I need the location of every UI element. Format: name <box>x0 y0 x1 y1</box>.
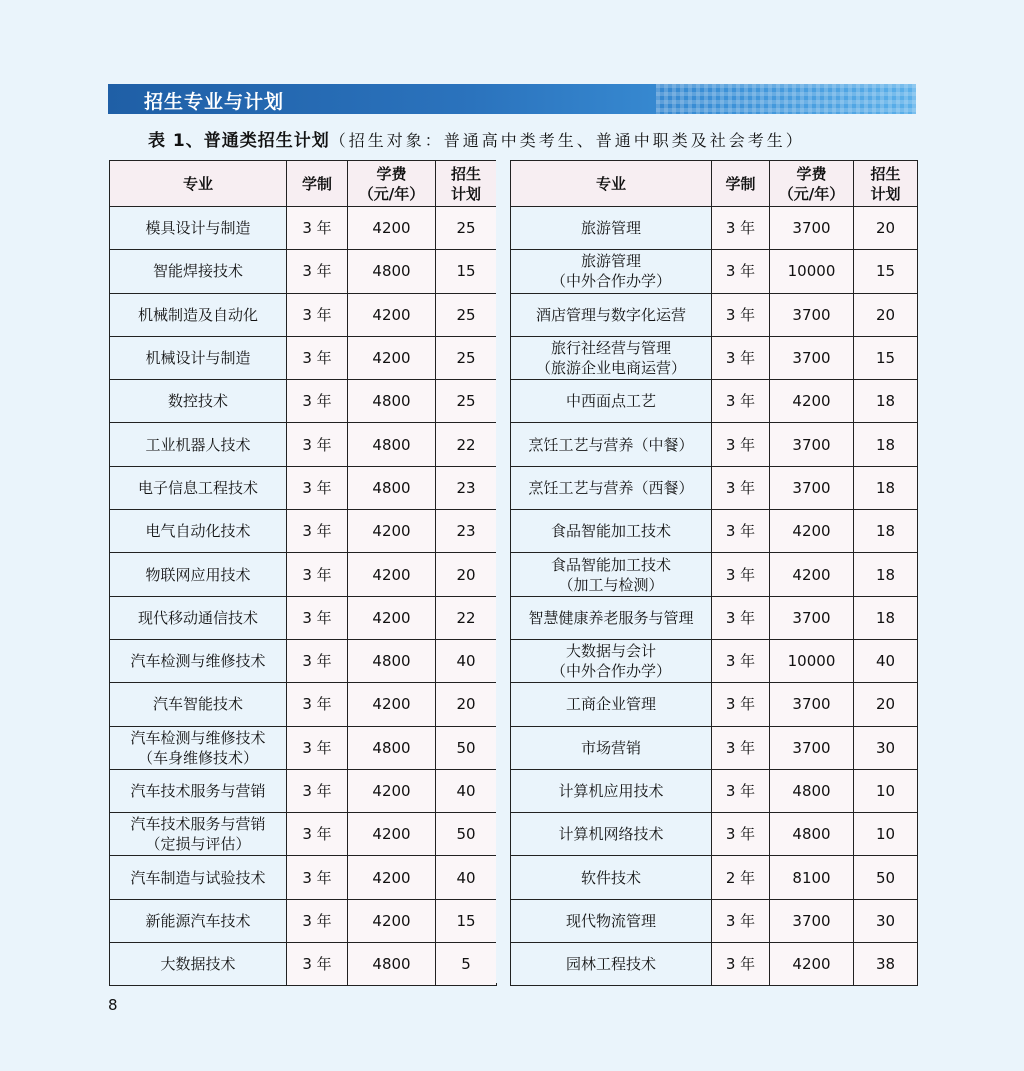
cell-fee: 10000 <box>770 639 854 682</box>
cell-quota: 15 <box>854 250 918 293</box>
section-title: 招生专业与计划 <box>144 91 285 113</box>
table-row <box>511 726 918 769</box>
cell-quota: 10 <box>854 813 918 856</box>
table-row <box>511 943 918 986</box>
cell-major <box>511 899 712 942</box>
cell-duration: 2 年 <box>712 856 770 899</box>
cell-major <box>511 596 712 639</box>
table-row <box>511 336 918 379</box>
cell-quota: 10 <box>854 769 918 812</box>
cell-fee: 3700 <box>770 683 854 726</box>
table-row <box>511 466 918 509</box>
cell-quota: 20 <box>854 683 918 726</box>
cell-duration: 3 年 <box>712 510 770 553</box>
cell-fee: 4800 <box>348 943 436 986</box>
header-quota-line2: 计划 <box>450 184 481 203</box>
cell-quota: 23 <box>436 466 497 509</box>
cell-fee: 4200 <box>770 553 854 596</box>
cell-major <box>511 466 712 509</box>
cell-fee: 4800 <box>348 466 436 509</box>
cell-major <box>110 639 287 682</box>
cell-quota: 18 <box>854 380 918 423</box>
major-name: 数控技术 <box>167 392 228 411</box>
table-row <box>511 813 918 856</box>
table-row <box>110 899 497 942</box>
cell-fee: 4200 <box>348 553 436 596</box>
cell-quota: 25 <box>436 207 497 250</box>
table-row <box>511 683 918 726</box>
cell-duration: 3 年 <box>287 769 348 812</box>
cell-major <box>511 510 712 553</box>
major-name: 园林工程技术 <box>565 955 656 974</box>
cell-duration: 3 年 <box>287 899 348 942</box>
cell-major <box>110 466 287 509</box>
cell-duration: 3 年 <box>712 726 770 769</box>
cell-quota: 25 <box>436 336 497 379</box>
cell-quota: 20 <box>854 293 918 336</box>
cell-major <box>511 856 712 899</box>
table-row <box>511 423 918 466</box>
cell-fee: 4200 <box>348 596 436 639</box>
cell-quota: 18 <box>854 466 918 509</box>
major-name: 新能源汽车技术 <box>145 911 251 930</box>
cell-major <box>511 293 712 336</box>
major-name: 智慧健康养老服务与管理 <box>528 608 694 627</box>
cell-duration: 3 年 <box>712 466 770 509</box>
table-row <box>110 596 497 639</box>
cell-fee: 4800 <box>770 769 854 812</box>
header-duration: 学制 <box>712 161 770 207</box>
major-name: 电子信息工程技术 <box>137 478 258 497</box>
cell-fee: 4800 <box>348 380 436 423</box>
cell-fee: 4200 <box>770 510 854 553</box>
table-row <box>110 250 497 293</box>
major-subtitle: （中外合作办学） <box>550 272 671 291</box>
major-name: 汽车技术服务与营销 <box>130 782 266 800</box>
table-row <box>110 769 497 812</box>
header-quota <box>436 161 497 207</box>
cell-major <box>110 596 287 639</box>
cell-quota: 20 <box>436 683 497 726</box>
cell-major <box>511 336 712 379</box>
major-name: 旅游管理 <box>580 219 641 238</box>
major-subtitle: （定损与评估） <box>145 835 251 854</box>
cell-quota: 30 <box>854 899 918 942</box>
cell-quota: 18 <box>854 423 918 466</box>
header-quota-line1: 招生 <box>450 164 481 183</box>
header-duration: 学制 <box>287 161 348 207</box>
major-name: 工商企业管理 <box>565 695 656 714</box>
cell-quota: 23 <box>436 510 497 553</box>
cell-major <box>511 250 712 293</box>
cell-major <box>110 336 287 379</box>
table-caption-label: 表 1、普通类招生计划 <box>148 131 330 151</box>
cell-duration: 3 年 <box>712 423 770 466</box>
table-row <box>511 510 918 553</box>
cell-major <box>110 899 287 942</box>
cell-fee: 3700 <box>770 596 854 639</box>
table-row <box>110 856 497 899</box>
cell-quota: 25 <box>436 380 497 423</box>
table-header-row <box>110 161 497 207</box>
table-body-left <box>110 207 497 986</box>
major-name: 物联网应用技术 <box>145 565 251 584</box>
major-name: 汽车智能技术 <box>152 695 243 714</box>
major-name: 现代物流管理 <box>565 911 656 930</box>
table-row <box>511 769 918 812</box>
cell-quota: 40 <box>436 856 497 899</box>
major-name: 食品智能加工技术 <box>550 555 671 574</box>
major-name: 市场营销 <box>580 738 641 757</box>
cell-duration: 3 年 <box>287 293 348 336</box>
major-name: 烹饪工艺与营养（中餐） <box>528 435 694 454</box>
cell-duration: 3 年 <box>287 553 348 596</box>
cell-quota: 50 <box>436 813 497 856</box>
cell-duration: 3 年 <box>287 639 348 682</box>
table-body-right <box>511 207 918 986</box>
table-row <box>511 207 918 250</box>
cell-fee: 3700 <box>770 466 854 509</box>
cell-quota: 22 <box>436 596 497 639</box>
major-name: 中西面点工艺 <box>565 392 656 411</box>
cell-major <box>511 726 712 769</box>
cell-major <box>110 683 287 726</box>
major-name: 模具设计与制造 <box>145 219 251 238</box>
header-fee-line2: （元/年） <box>358 184 425 203</box>
major-name: 汽车检测与维修技术 <box>130 728 266 747</box>
header-fee-line1: 学费 <box>796 164 827 183</box>
cell-major <box>511 207 712 250</box>
cell-duration: 3 年 <box>287 207 348 250</box>
cell-duration: 3 年 <box>712 336 770 379</box>
major-name: 计算机应用技术 <box>558 782 664 800</box>
cell-duration: 3 年 <box>287 250 348 293</box>
major-name: 烹饪工艺与营养（西餐） <box>528 478 694 497</box>
major-name: 大数据与会计 <box>565 642 656 661</box>
major-name: 汽车技术服务与营销 <box>130 815 266 834</box>
table-header-row <box>511 161 918 207</box>
cell-fee: 3700 <box>770 207 854 250</box>
cell-major <box>110 943 287 986</box>
cell-major <box>511 423 712 466</box>
cell-duration: 3 年 <box>287 813 348 856</box>
cell-fee: 3700 <box>770 899 854 942</box>
major-name: 机械制造及自动化 <box>137 305 258 324</box>
cell-duration: 3 年 <box>712 293 770 336</box>
major-subtitle: （车身维修技术） <box>137 748 258 767</box>
cell-major <box>110 510 287 553</box>
cell-duration: 3 年 <box>287 596 348 639</box>
banner-pattern <box>656 84 916 114</box>
cell-major <box>110 207 287 250</box>
table-row <box>110 293 497 336</box>
table-row <box>511 596 918 639</box>
cell-fee: 4200 <box>348 813 436 856</box>
cell-quota: 30 <box>854 726 918 769</box>
cell-major <box>110 380 287 423</box>
cell-fee: 4200 <box>770 380 854 423</box>
major-name: 电气自动化技术 <box>145 522 251 541</box>
cell-duration: 3 年 <box>712 639 770 682</box>
cell-duration: 3 年 <box>712 553 770 596</box>
major-name: 汽车检测与维修技术 <box>130 652 266 671</box>
cell-major <box>511 380 712 423</box>
table-row <box>110 813 497 856</box>
cell-major <box>511 639 712 682</box>
cell-quota: 22 <box>436 423 497 466</box>
cell-duration: 3 年 <box>287 466 348 509</box>
cell-major <box>511 683 712 726</box>
cell-fee: 4200 <box>348 336 436 379</box>
cell-fee: 4200 <box>348 510 436 553</box>
major-name: 软件技术 <box>580 868 641 887</box>
cell-major <box>110 423 287 466</box>
cell-major <box>511 769 712 812</box>
cell-duration: 3 年 <box>712 943 770 986</box>
cell-quota: 15 <box>854 336 918 379</box>
header-major: 专业 <box>110 161 287 207</box>
cell-major <box>511 813 712 856</box>
cell-quota: 18 <box>854 596 918 639</box>
cell-fee: 8100 <box>770 856 854 899</box>
cell-fee: 4200 <box>348 683 436 726</box>
cell-duration: 3 年 <box>712 596 770 639</box>
major-name: 食品智能加工技术 <box>550 522 671 541</box>
table-row <box>511 639 918 682</box>
table-row <box>511 899 918 942</box>
cell-duration: 3 年 <box>712 813 770 856</box>
cell-major <box>511 943 712 986</box>
page-number: 8 <box>108 996 118 1014</box>
header-fee <box>770 161 854 207</box>
header-fee <box>348 161 436 207</box>
cell-major <box>110 769 287 812</box>
table-row <box>110 639 497 682</box>
header-fee-line1: 学费 <box>376 164 407 183</box>
cell-duration: 3 年 <box>287 943 348 986</box>
cell-fee: 4200 <box>348 769 436 812</box>
major-name: 酒店管理与数字化运营 <box>535 305 686 324</box>
table-row <box>511 553 918 596</box>
major-subtitle: （旅游企业电商运营） <box>535 359 686 378</box>
table-caption <box>148 126 805 151</box>
cell-duration: 3 年 <box>287 683 348 726</box>
table-row <box>110 683 497 726</box>
cell-duration: 3 年 <box>712 250 770 293</box>
major-name: 现代移动通信技术 <box>137 608 258 627</box>
cell-fee: 4200 <box>348 293 436 336</box>
cell-fee: 3700 <box>770 336 854 379</box>
cell-duration: 3 年 <box>712 683 770 726</box>
cell-duration: 3 年 <box>287 380 348 423</box>
cell-duration: 3 年 <box>287 336 348 379</box>
major-name: 智能焊接技术 <box>152 262 243 281</box>
table-row <box>110 380 497 423</box>
table-row <box>511 856 918 899</box>
table-row <box>110 466 497 509</box>
table-caption-audience: （招生对象：普通高中类考生、普通中职类及社会考生） <box>329 131 805 150</box>
cell-quota: 40 <box>436 639 497 682</box>
header-major: 专业 <box>511 161 712 207</box>
cell-major <box>110 856 287 899</box>
table-row <box>110 943 497 986</box>
cell-quota: 25 <box>436 293 497 336</box>
cell-quota: 50 <box>854 856 918 899</box>
cell-major <box>110 250 287 293</box>
table-row <box>110 423 497 466</box>
cell-fee: 4200 <box>348 899 436 942</box>
cell-quota: 20 <box>854 207 918 250</box>
major-name: 工业机器人技术 <box>145 435 251 454</box>
table-row <box>110 726 497 769</box>
header-quota-line2: 计划 <box>870 184 901 203</box>
major-name: 旅游管理 <box>580 252 641 271</box>
cell-quota: 15 <box>436 250 497 293</box>
section-banner <box>108 84 916 114</box>
header-fee-line2: （元/年） <box>778 184 845 203</box>
cell-quota: 38 <box>854 943 918 986</box>
cell-quota: 20 <box>436 553 497 596</box>
enrollment-table-right <box>510 160 918 986</box>
cell-fee: 4800 <box>348 250 436 293</box>
cell-fee: 4800 <box>770 813 854 856</box>
major-name: 大数据技术 <box>160 955 236 974</box>
cell-major <box>110 293 287 336</box>
table-gap <box>496 160 510 983</box>
table-row <box>511 250 918 293</box>
cell-quota: 50 <box>436 726 497 769</box>
major-name: 计算机网络技术 <box>558 825 664 844</box>
cell-quota: 15 <box>436 899 497 942</box>
major-name: 旅行社经营与管理 <box>550 339 671 358</box>
enrollment-table-left <box>109 160 497 986</box>
major-subtitle: （中外合作办学） <box>550 662 671 681</box>
table-row <box>110 553 497 596</box>
cell-duration: 3 年 <box>712 207 770 250</box>
cell-duration: 3 年 <box>287 856 348 899</box>
cell-duration: 3 年 <box>712 899 770 942</box>
table-row <box>511 380 918 423</box>
cell-quota: 5 <box>436 943 497 986</box>
cell-major <box>110 813 287 856</box>
cell-duration: 3 年 <box>287 423 348 466</box>
cell-duration: 3 年 <box>712 380 770 423</box>
cell-fee: 4800 <box>348 639 436 682</box>
major-subtitle: （加工与检测） <box>558 575 664 594</box>
major-name: 机械设计与制造 <box>145 349 251 368</box>
table-row <box>511 293 918 336</box>
cell-fee: 4200 <box>348 207 436 250</box>
cell-duration: 3 年 <box>287 510 348 553</box>
major-name: 汽车制造与试验技术 <box>130 868 266 887</box>
cell-major <box>110 553 287 596</box>
cell-fee: 4200 <box>770 943 854 986</box>
table-row <box>110 207 497 250</box>
cell-major <box>511 553 712 596</box>
cell-quota: 18 <box>854 510 918 553</box>
cell-major <box>110 726 287 769</box>
cell-quota: 18 <box>854 553 918 596</box>
cell-duration: 3 年 <box>287 726 348 769</box>
cell-fee: 4200 <box>348 856 436 899</box>
cell-fee: 4800 <box>348 423 436 466</box>
cell-fee: 3700 <box>770 423 854 466</box>
header-quota <box>854 161 918 207</box>
table-row <box>110 336 497 379</box>
cell-fee: 3700 <box>770 293 854 336</box>
cell-duration: 3 年 <box>712 769 770 812</box>
cell-fee: 3700 <box>770 726 854 769</box>
header-quota-line1: 招生 <box>870 164 901 183</box>
cell-fee: 4800 <box>348 726 436 769</box>
table-row <box>110 510 497 553</box>
cell-quota: 40 <box>436 769 497 812</box>
cell-fee: 10000 <box>770 250 854 293</box>
cell-quota: 40 <box>854 639 918 682</box>
